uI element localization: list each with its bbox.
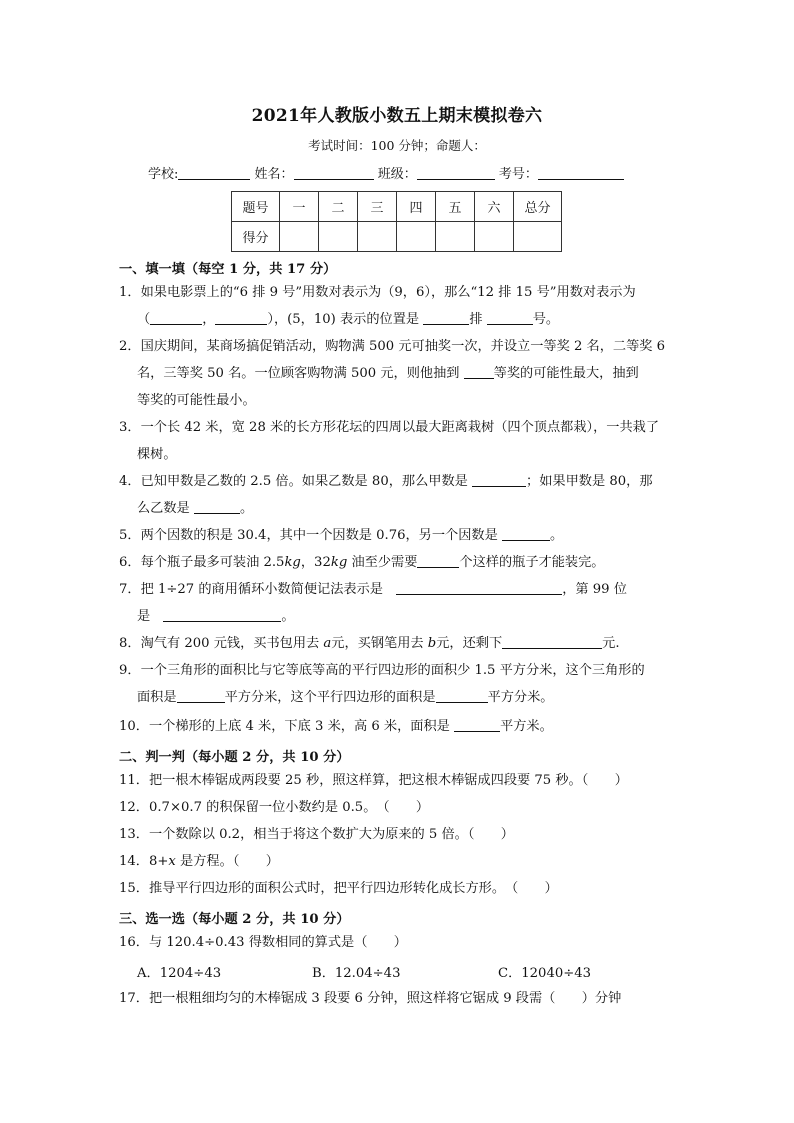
score-cell[interactable] (319, 222, 358, 252)
question-text: ；如果甲数是 80，那 (526, 474, 653, 489)
question-14 (119, 848, 679, 875)
number-label: 考号： (498, 167, 538, 182)
question-9-line-2 (119, 684, 679, 711)
score-header-cell: 五 (436, 192, 475, 222)
question-text: 。 (239, 501, 254, 516)
question-17: 17．把一根粗细均匀的木棒锯成 3 段要 6 分钟，照这样将它锯成 9 段需（ ）分钟 (119, 991, 622, 1006)
question-2 (119, 333, 679, 414)
answer-blank[interactable] (423, 310, 469, 325)
question-text: 10．一个梯形的上底 4 米，下底 3 米，高 6 米，面积是 (119, 719, 450, 734)
answer-blank[interactable] (194, 499, 240, 514)
answer-blank[interactable] (150, 310, 202, 325)
answer-blank[interactable] (502, 526, 550, 541)
question-4 (119, 468, 679, 522)
exam-subtitle: 考试时间：100 分钟；命题人： (308, 138, 486, 153)
score-row-label: 得分 (232, 222, 280, 252)
score-cell[interactable] (280, 222, 319, 252)
question-10 (119, 713, 679, 740)
question-4-line-2 (119, 495, 679, 522)
question-text: ，32 (300, 555, 331, 570)
question-text: 个这样的瓶子才能装完。 (459, 555, 605, 570)
question-text: 油至少需要 (347, 555, 418, 570)
question-text: 等奖的可能性最大，抽到 (493, 366, 639, 381)
question-text: 。 (550, 528, 564, 543)
comma: ， (202, 312, 216, 327)
question-text: 。 (281, 609, 295, 624)
question-text: 么乙数是 (137, 501, 190, 516)
question-11: 11．把一根木棒锯成两段要 25 秒，照这样算，把这根木棒锯成四段要 75 秒。（ ） (119, 773, 628, 788)
question-2-line-1: 2．国庆期间，某商场搞促销活动，购物满 500 元可抽奖一次，并设立一等奖 2 名，二等奖 6 (119, 339, 666, 354)
question-1-line-2 (119, 306, 679, 333)
answer-blank[interactable] (417, 553, 459, 568)
question-text: 是 (137, 609, 151, 624)
answer-blank[interactable] (502, 634, 602, 649)
question-12: 12．0.7×0.7 的积保留一位小数约是 0.5。 （ ） (119, 800, 430, 815)
question-text: 平方分米。 (487, 690, 554, 705)
question-5 (119, 522, 679, 549)
name-label: 姓名： (254, 167, 294, 182)
answer-blank[interactable] (177, 688, 225, 703)
section-heading-choice: 三、选一选（每小题 2 分，共 10 分） (119, 912, 350, 927)
answer-blank[interactable] (215, 310, 267, 325)
score-cell[interactable] (475, 222, 514, 252)
variable-a: a (323, 636, 332, 651)
question-text: ，第 99 位 (562, 582, 627, 597)
question-1-line-1: 1．如果电影票上的“6 排 9 号”用数对表示为（9，6），那么“12 排 15 号”用数对表示为 (119, 285, 636, 300)
question-3 (119, 414, 679, 468)
score-header-cell: 总分 (514, 192, 562, 222)
score-value-row (232, 222, 562, 252)
question-text: 排 (469, 312, 483, 327)
score-header-cell: 一 (280, 192, 319, 222)
question-7-line-2 (119, 603, 679, 630)
question-9-line-1: 9．一个三角形的面积比与它等底等高的平行四边形的面积少 1.5 平方分米，这个三角形的 (119, 663, 645, 678)
answer-blank[interactable] (464, 364, 494, 379)
question-text: 面积是 (137, 690, 177, 705)
question-text: 7．把 1÷27 的商用循环小数简便记法表示是 (119, 582, 383, 597)
question-text: 4．已知甲数是乙数的 2.5 倍。如果乙数是 80，那么甲数是 (119, 474, 468, 489)
question-8 (119, 630, 679, 657)
question-text: 元，还剩下 (436, 636, 503, 651)
score-header-row (232, 192, 562, 222)
question-text: 平方米。 (500, 719, 553, 734)
answer-blank[interactable] (163, 607, 281, 622)
option-a[interactable]: A．1204÷43 (137, 966, 222, 981)
question-text: 6．每个瓶子最多可装油 2.5 (119, 555, 285, 570)
score-cell[interactable] (358, 222, 397, 252)
question-1 (119, 279, 679, 333)
class-label: 班级： (377, 167, 417, 182)
variable-b: b (427, 636, 437, 651)
number-field[interactable] (538, 165, 624, 180)
paren-open: （ (137, 312, 151, 327)
variable-x: x (168, 854, 176, 869)
question-text: 平方分米，这个平行四边形的面积是 (224, 690, 436, 705)
unit-kg: kg (284, 555, 301, 570)
score-header-cell: 题号 (232, 192, 280, 222)
score-cell[interactable] (397, 222, 436, 252)
score-cell[interactable] (514, 222, 562, 252)
school-label: 学校: (148, 167, 179, 182)
score-cell[interactable] (436, 222, 475, 252)
question-text: 元. (602, 636, 620, 651)
question-text: 元，买钢笔用去 (331, 636, 428, 651)
question-6 (119, 549, 679, 576)
score-table (231, 191, 562, 252)
answer-blank[interactable] (454, 717, 500, 732)
school-field[interactable] (178, 165, 250, 180)
score-header-cell: 六 (475, 192, 514, 222)
question-text: 14．8+ (119, 854, 169, 869)
page-title: 2021年人教版小数五上期末模拟卷六 (251, 106, 543, 126)
student-info-row (148, 163, 668, 182)
question-9 (119, 657, 679, 711)
score-header-cell: 三 (358, 192, 397, 222)
option-b[interactable]: B．12.04÷43 (312, 966, 401, 981)
question-3-line-1: 3．一个长 42 米，宽 28 米的长方形花坛的四周以最大距离栽树（四个顶点都栽），一共栽了 (119, 420, 660, 435)
question-2-line-2 (119, 360, 679, 387)
name-field[interactable] (294, 165, 374, 180)
answer-blank[interactable] (436, 688, 488, 703)
question-text: 是方程。（ ） (175, 854, 279, 869)
section-heading-judge: 二、判一判（每小题 2 分，共 10 分） (119, 750, 350, 765)
question-7-line-1 (119, 576, 679, 603)
question-15: 15．推导平行四边形的面积公式时，把平行四边形转化成长方形。 （ ） (119, 881, 558, 896)
score-header-cell: 四 (397, 192, 436, 222)
score-header-cell: 二 (319, 192, 358, 222)
question-7 (119, 576, 679, 630)
answer-blank[interactable] (396, 580, 562, 595)
question-3-line-2: 棵树。 (137, 447, 177, 462)
answer-blank[interactable] (487, 310, 533, 325)
question-2-line-3: 等奖的可能性最小。 (137, 393, 256, 408)
option-c[interactable]: C．12040÷43 (498, 966, 592, 981)
question-text: ），(5，10) 表示的位置是 (267, 312, 420, 327)
question-16: 16．与 120.4÷0.43 得数相同的算式是（ ） (119, 935, 407, 950)
question-13: 13．一个数除以 0.2，相当于将这个数扩大为原来的 5 倍。（ ） (119, 827, 514, 842)
answer-blank[interactable] (472, 472, 526, 487)
class-field[interactable] (417, 165, 495, 180)
question-text: 8．淘气有 200 元钱，买书包用去 (119, 636, 324, 651)
question-text: 5．两个因数的积是 30.4，其中一个因数是 0.76，另一个因数是 (119, 528, 498, 543)
question-text: 号。 (532, 312, 560, 327)
question-4-line-1 (119, 468, 679, 495)
unit-kg: kg (330, 555, 348, 570)
question-text: 名，三等奖 50 名。一位顾客购物满 500 元，则他抽到 (137, 366, 460, 381)
section-heading-fill: 一、填一填（每空 1 分，共 17 分） (119, 262, 337, 277)
